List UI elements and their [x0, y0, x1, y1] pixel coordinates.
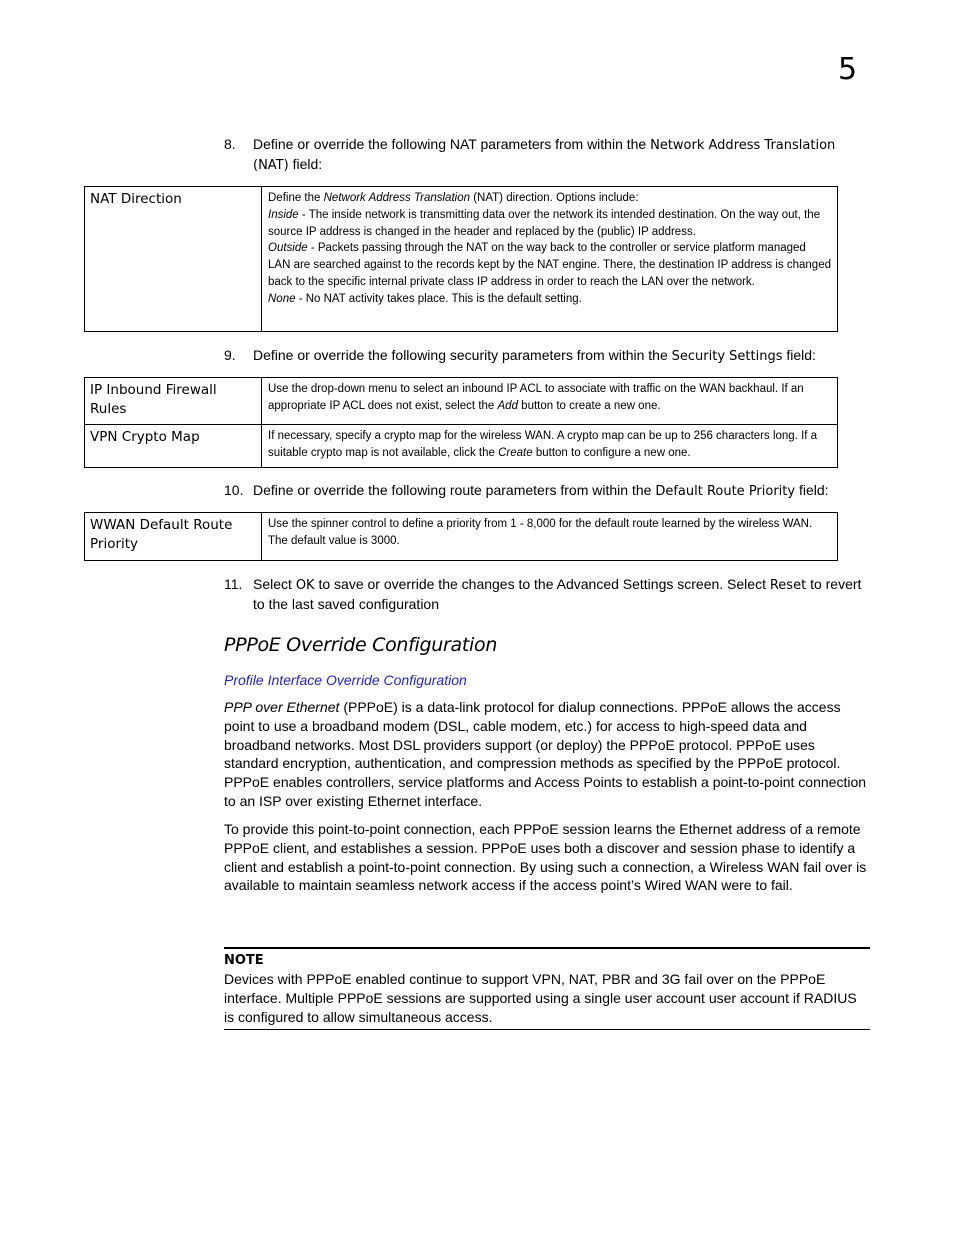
- vpn-crypto-map-label: VPN Crypto Map: [85, 425, 262, 468]
- desc-term: Add: [497, 399, 518, 412]
- step-number: 11.: [224, 576, 243, 592]
- table-row: [85, 378, 838, 425]
- table-row: [85, 425, 838, 468]
- ip-inbound-firewall-label: IP Inbound Firewall Rules: [85, 378, 262, 425]
- profile-interface-override-link[interactable]: Profile Interface Override Configuration: [224, 672, 467, 688]
- nat-direction-description: [262, 187, 838, 332]
- route-parameters-table: [84, 512, 838, 561]
- field-name: Network Address Translation (NAT): [253, 138, 836, 173]
- desc-term: Network Address Translation: [323, 192, 470, 204]
- step-text-end: field:: [782, 347, 816, 363]
- paragraph-text: To provide this point-to-point connection, each PPPoE session learns the Ethernet address of a remote PPPoE client, and establishes a session. PPPoE uses both a discover and session phase to identify a client and establish a point-to-point connection. By using such a connection, a Wireless WAN fail over is available to maintain seamless network access if the access point’s Wired WAN were to fail.: [224, 821, 867, 894]
- step-text: Select: [253, 576, 296, 592]
- reset-term: Reset: [769, 578, 807, 593]
- field-name: Security Settings: [671, 349, 783, 364]
- option-outside-text: - Packets passing through the NAT on the way back to the controller or service platform managed LAN are searched against to the records kept by the NAT engine. There, the destination IP address is changed back to the specific internal private class IP address in order to reach the LAN over the network.: [268, 242, 831, 288]
- step-number: 9.: [224, 347, 236, 363]
- option-none-term: None: [268, 292, 296, 305]
- step-8: [224, 135, 864, 175]
- option-none-text: - No NAT activity takes place. This is the default setting.: [295, 292, 582, 305]
- nat-direction-label: NAT Direction: [85, 187, 262, 332]
- note-heading: NOTE: [224, 953, 264, 968]
- vpn-crypto-map-description: [262, 425, 838, 468]
- option-inside-text: - The inside network is transmitting data over the network its intended destination. On the way out, the source IP address is changed in the header and replaced by the (public) IP address.: [268, 208, 821, 238]
- option-outside-term: Outside: [268, 242, 308, 255]
- option-inside-term: Inside: [268, 208, 299, 221]
- desc-text: Use the drop-down menu to select an inbound IP ACL to associate with traffic on the WAN backhaul. If an appropriate IP ACL does not exist, select the: [268, 383, 804, 412]
- note-top-divider: [224, 947, 870, 949]
- paragraph-pppoe-session: [224, 820, 868, 895]
- desc-text: button to configure a new one.: [532, 446, 691, 459]
- ip-inbound-firewall-description: [262, 378, 838, 425]
- desc-text: button to create a new one.: [517, 399, 661, 412]
- step-text: Define or override the following security parameters from within the: [253, 347, 672, 363]
- desc-text: Define the: [268, 192, 324, 204]
- table-row: [85, 513, 838, 561]
- paragraph-text: (PPPoE) is a data-link protocol for dialup connections. PPPoE allows the access point to use a broadband modem (DSL, cable modem, etc.) for access to high-speed data and broadband networks. Most DSL providers support (or deploy) the PPPoE protocol. PPPoE uses standard encryption, authentication, and compression methods as specified by the PPPoE protocol. PPPoE enables controllers, service platforms and Access Points to establish a point-to-point connection to an ISP over existing Ethernet interface.: [224, 699, 867, 809]
- step-text-end: to revert to the last saved configuration: [253, 576, 862, 612]
- step-number: 10.: [224, 482, 244, 498]
- field-name: Default Route Priority: [655, 484, 796, 499]
- note-text: Devices with PPPoE enabled continue to support VPN, NAT, PBR and 3G fail over on the PPPoE interface. Multiple PPPoE sessions are supported using a single user account user account if RADIUS is configured to allow simultaneous access.: [224, 971, 857, 1025]
- step-number: 8.: [224, 136, 236, 152]
- step-10: [224, 481, 864, 501]
- note-bottom-divider: [224, 1029, 870, 1030]
- pppoe-term: PPP over Ethernet: [224, 699, 340, 715]
- step-11: [224, 575, 864, 613]
- step-text-end: field:: [288, 156, 323, 172]
- ok-term: OK: [295, 578, 315, 593]
- desc-text: (NAT) direction. Options include:: [470, 192, 639, 204]
- nat-parameters-table: [84, 186, 838, 332]
- desc-text: If necessary, specify a crypto map for the wireless WAN. A crypto map can be up to 256 characters long. If a suitable crypto map is not available, click the: [268, 430, 818, 459]
- table-row: [85, 187, 838, 332]
- wwan-default-route-priority-label: WWAN Default Route Priority: [85, 513, 262, 561]
- wwan-default-route-priority-description: Use the spinner control to define a priority from 1 - 8,000 for the default route learned by the wireless WAN. The default value is 3000.: [262, 513, 838, 561]
- step-text: to save or override the changes to the Advanced Settings screen. Select: [314, 576, 770, 592]
- chapter-number: 5: [838, 52, 858, 87]
- step-9: [224, 346, 864, 366]
- step-text-end: field:: [795, 482, 829, 498]
- paragraph-pppoe-intro: [224, 698, 868, 811]
- step-text: Define or override the following NAT parameters from within the: [253, 136, 651, 152]
- security-parameters-table: [84, 377, 838, 468]
- section-title: PPPoE Override Configuration: [224, 634, 498, 656]
- desc-term: Create: [498, 446, 533, 459]
- step-text: Define or override the following route parameters from within the: [253, 482, 656, 498]
